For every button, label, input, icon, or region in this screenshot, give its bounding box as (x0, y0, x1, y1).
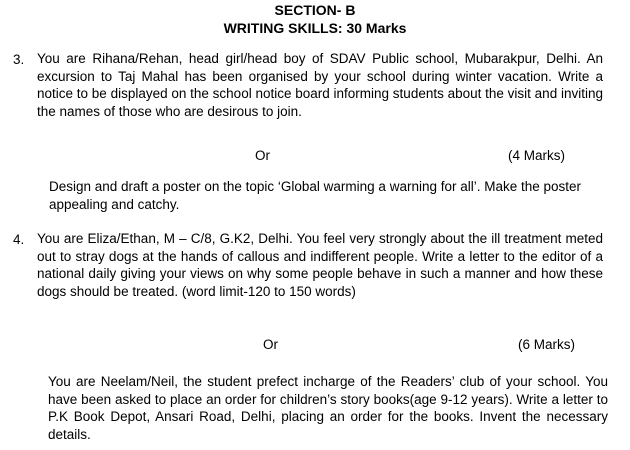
question-3-marks: (4 Marks) (508, 148, 565, 163)
section-heading: SECTION- B (274, 2, 356, 18)
question-4-or-label: Or (263, 337, 278, 352)
question-3-number: 3. (13, 52, 25, 67)
section-subtitle: WRITING SKILLS: 30 Marks (223, 20, 407, 36)
question-4-alternative-text: You are Neelam/Neil, the student prefect incharge of the Readers’ club of your school. You have been asked to place an order for children’s story books(age 9-12 years). Write a letter to P.K Book Depot, Ansari Road, Delhi, placing an order for the books. Invent the necessary details. (48, 374, 608, 442)
question-3-alternative-text: Design and draft a poster on the topic ‘Global warming a warning for all’. Make the poster appealing and catchy. (49, 179, 582, 212)
question-4-text: You are Eliza/Ethan, M – C/8, G.K2, Delhi. You feel very strongly about the ill treatment meted out to stray dogs at the hands of callous and indifferent people. Write a letter to the editor of a national daily giving your views on why some people behave in such a manner and how these dogs should be treated. (word limit-120 to 150 words) (37, 231, 603, 299)
question-4-marks: (6 Marks) (518, 337, 575, 352)
question-4-number: 4. (13, 232, 25, 247)
question-3-text: You are Rihana/Rehan, head girl/head boy of SDAV Public school, Mubarakpur, Delhi. An excursion to Taj Mahal has been organised by your school during winter vacation. Write a notice to be displayed on the school notice board informing students about the visit and inviting the names of those who are desirous to join. (37, 51, 603, 119)
question-3-or-label: Or (255, 148, 270, 163)
